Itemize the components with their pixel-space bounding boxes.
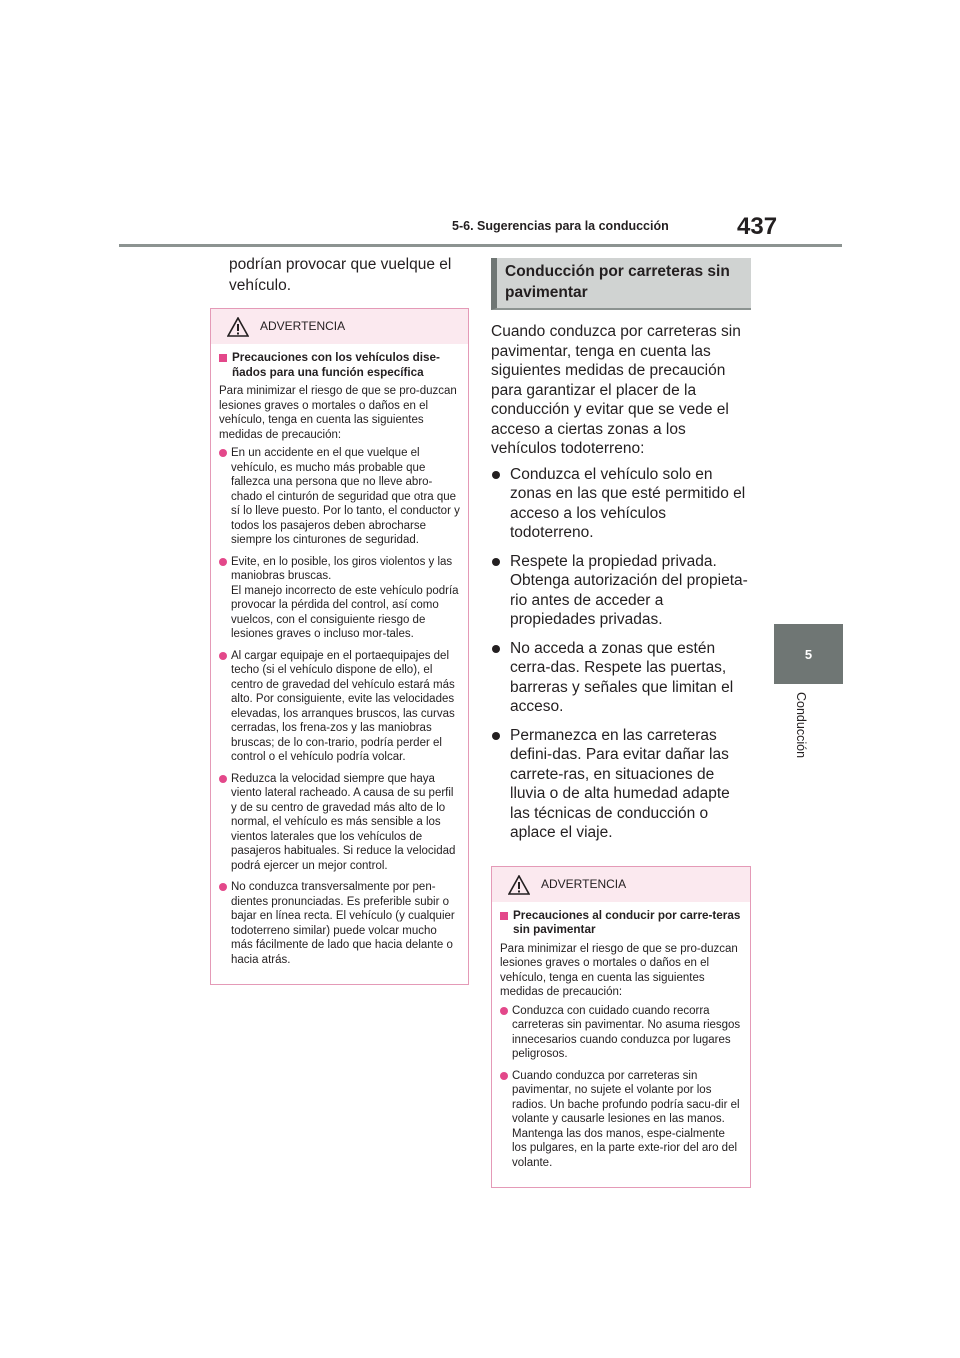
warning-header <box>492 867 750 902</box>
square-bullet-icon <box>219 354 227 362</box>
warning-label: ADVERTENCIA <box>260 319 346 333</box>
chapter-label: Conducción <box>794 692 808 759</box>
header-rule <box>119 244 842 247</box>
list-item: Conduzca el vehículo solo en zonas en las que esté permitido el acceso a los vehículos todoterreno. <box>491 465 751 543</box>
warning-title: Precauciones al conducir por carre-teras sin pavimentar <box>500 909 742 938</box>
circle-bullet-icon <box>500 1072 508 1080</box>
right-column <box>491 258 751 1188</box>
warning-bullet: Reduzca la velocidad siempre que haya viento lateral racheado. A causa de su perfil y de su centro de gravedad más alto de lo normal, el vehículo es más sensible a los vientos laterales que los vehículos de pasajeros habituales. Si reduce la velocidad podrá ejercer un mejor control. <box>219 772 460 874</box>
warning-body <box>211 344 468 984</box>
page-number: 437 <box>737 213 778 240</box>
warning-header <box>211 309 468 344</box>
intro-paragraph: Cuando conduzca por carreteras sin pavimentar, tenga en cuenta las siguientes medidas de precaución para garantizar el placer de la conducción y evitar que se vede el acceso a ciertas zonas a los vehículos todoterreno: <box>491 323 741 457</box>
left-column <box>210 254 469 985</box>
warning-bullet: Cuando conduzca por carreteras sin pavimentar, no sujete el volante por los radios. Un bache profundo podría sacu-dir el volante y causarle lesiones en las manos. Mantenga las dos manos, espe-cialmente los pulgares, en la parte exte-rior del aro del volante. <box>500 1069 742 1171</box>
warning-box <box>491 866 751 1189</box>
circle-bullet-icon <box>219 652 227 660</box>
square-bullet-icon <box>500 912 508 920</box>
circle-bullet-icon <box>219 883 227 891</box>
chapter-number: 5 <box>804 646 813 662</box>
list-item: Permanezca en las carreteras defini-das. Para evitar dañar las carrete-ras, en situaciones de lluvia o de alta humedad adapte las técnicas de conducción o aplace el viaje. <box>491 726 751 843</box>
warning-intro: Para minimizar el riesgo de que se pro-duzcan lesiones graves o mortales o daños en el vehículo, tenga en cuenta las siguientes medidas de precaución: <box>219 385 457 441</box>
continued-text: podrían provocar que vuelque el vehículo. <box>229 256 452 294</box>
list-item: Respete la propiedad privada. Obtenga autorización del propieta-rio antes de acceder a propiedades privadas. <box>491 552 751 630</box>
bullet-icon <box>492 471 500 479</box>
warning-box <box>210 308 469 985</box>
circle-bullet-icon <box>219 775 227 783</box>
bullet-icon <box>492 732 500 740</box>
warning-bullet: En un accidente en el que vuelque el vehículo, es mucho más probable que fallezca una persona que no lleve abro-chado el cinturón de seguridad que otra que sí lo lleve puesto. Por lo tanto, el conductor y todos los pasajeros deben abrocharse siempre los cinturones de seguridad. <box>219 446 460 548</box>
warning-body <box>492 902 750 1188</box>
circle-bullet-icon <box>219 449 227 457</box>
bullet-icon <box>492 558 500 566</box>
list-item: No acceda a zonas que estén cerra-das. Respete las puertas, barreras y señales que limitan el acceso. <box>491 639 751 717</box>
section-header: 5-6. Sugerencias para la conducción <box>452 219 669 233</box>
circle-bullet-icon <box>219 558 227 566</box>
warning-bullet: No conduzca transversalmente por pen-dientes pronunciadas. Es preferible subir o bajar en línea recta. El vehículo (y cualquier todoterreno similar) puede volcar mucho más fácilmente de lado que hacia delante o hacia atrás. <box>219 880 460 967</box>
warning-intro: Para minimizar el riesgo de que se pro-duzcan lesiones graves o mortales o daños en el vehículo, tenga en cuenta las siguientes medidas de precaución: <box>500 942 738 998</box>
chapter-tab <box>774 624 843 684</box>
warning-title: Precauciones con los vehículos dise-ñados para una función específica <box>219 351 460 380</box>
circle-bullet-icon <box>500 1007 508 1015</box>
warning-bullet: Evite, en lo posible, los giros violentos y las maniobras bruscas. El manejo incorrecto de este vehículo podría provocar la pérdida del control, así como vuelcos, con el consiguiente riesgo de lesiones graves o incluso mor-tales. <box>219 555 460 642</box>
warning-label: ADVERTENCIA <box>541 876 627 891</box>
warning-bullet: Conduzca con cuidado cuando recorra carreteras sin pavimentar. No asuma riesgos innecesarios cuando conduzca por lugares peligrosos. <box>500 1004 742 1062</box>
section-title: Conducción por carreteras sin pavimentar <box>491 258 751 310</box>
warning-triangle-icon <box>227 317 249 337</box>
warning-bullet: Al cargar equipaje en el portaequipajes del techo (si el vehículo dispone de ello), el centro de gravedad del vehículo estará más alto. Por consiguiente, evite las velocidades elevadas, los arranques bruscos, las curvas cerradas, los frena-zos y las maniobras bruscas; de lo con-trario, podría perder el control o el vehículo podría volcar. <box>219 649 460 765</box>
warning-triangle-icon <box>508 875 530 895</box>
bullet-icon <box>492 645 500 653</box>
